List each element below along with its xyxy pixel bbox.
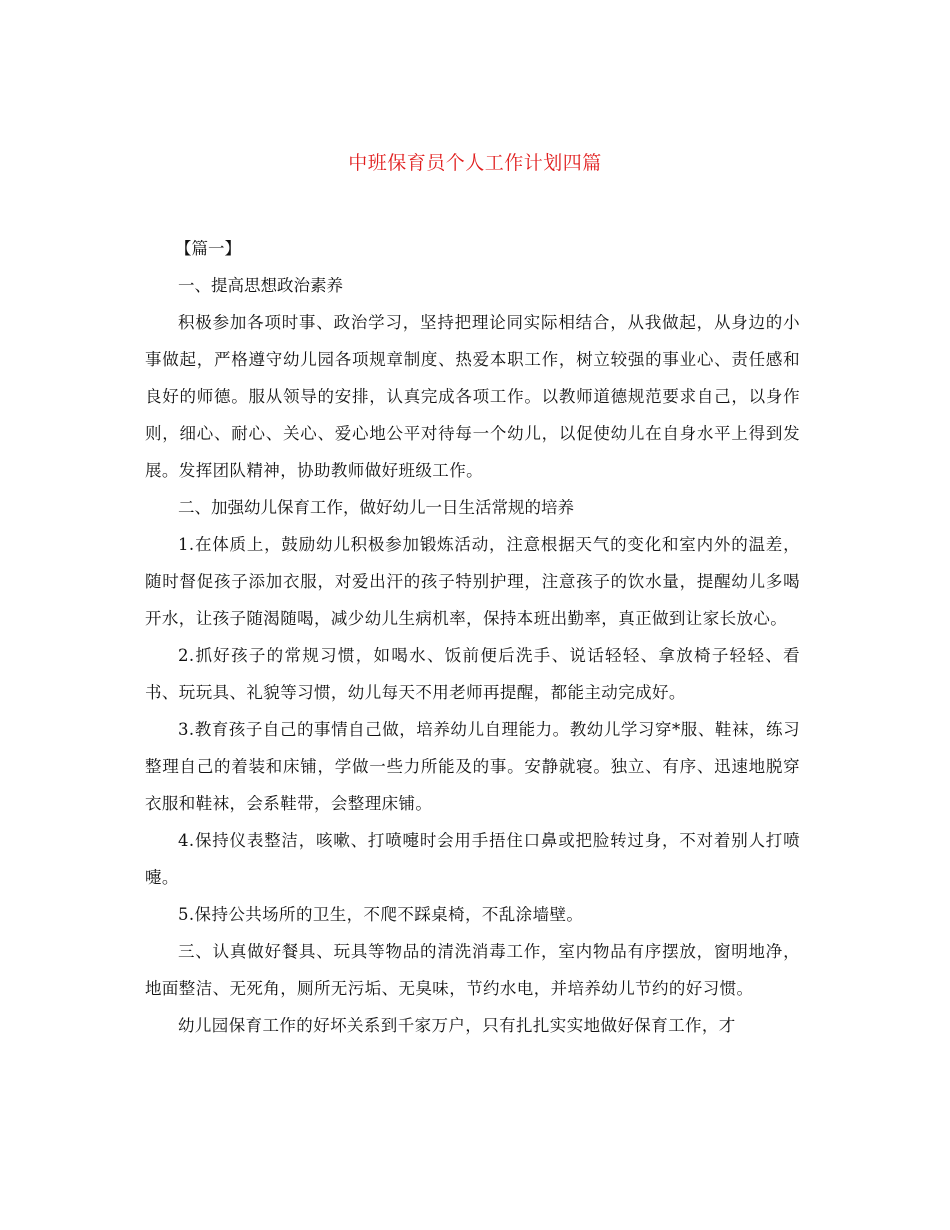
document-body (145, 230, 800, 1044)
paragraph: 1.在体质上，鼓励幼儿积极参加锻炼活动，注意根据天气的变化和室内外的温差，随时督促孩子添加衣服，对爱出汗的孩子特别护理，注意孩子的饮水量，提醒幼儿多喝开水，让孩子随渴随喝，减少幼儿生病机率，保持本班出勤率，真正做到让家长放心。 (145, 535, 800, 628)
paragraph: 3.教育孩子自己的事情自己做，培养幼儿自理能力。教幼儿学习穿*服、鞋袜，练习整理自己的着装和床铺，学做一些力所能及的事。安静就寝。独立、有序、迅速地脱穿衣服和鞋袜，会系鞋带，会整理床铺。 (145, 720, 800, 813)
paragraph: 积极参加各项时事、政治学习，坚持把理论同实际相结合，从我做起，从身边的小事做起，严格遵守幼儿园各项规章制度、热爱本职工作，树立较强的事业心、责任感和良好的师德。服从领导的安排，认真完成各项工作。以教师道德规范要求自己，以身作则，细心、耐心、关心、爱心地公平对待每一个幼儿，以促使幼儿在自身水平上得到发展。发挥团队精神，协助教师做好班级工作。 (145, 313, 800, 480)
paragraph: 三、认真做好餐具、玩具等物品的清洗消毒工作，室内物品有序摆放，窗明地净，地面整洁、无死角，厕所无污垢、无臭味，节约水电，并培养幼儿节约的好习惯。 (145, 942, 800, 998)
paragraph: 幼儿园保育工作的好坏关系到千家万户，只有扎扎实实地做好保育工作，才 (178, 1016, 736, 1035)
section-heading: 二、加强幼儿保育工作，做好幼儿一日生活常规的培养 (178, 498, 574, 517)
paragraph: 4.保持仪表整洁，咳嗽、打喷嚏时会用手捂住口鼻或把脸转过身，不对着别人打喷嚏。 (145, 831, 800, 887)
paragraph: 5.保持公共场所的卫生，不爬不踩桌椅，不乱涂墙壁。 (178, 905, 584, 924)
section-heading: 一、提高思想政治素养 (178, 276, 343, 295)
document-title: 中班保育员个人工作计划四篇 (348, 152, 602, 174)
section-label: 【篇一】 (175, 239, 241, 258)
paragraph: 2.抓好孩子的常规习惯，如喝水、饭前便后洗手、说话轻轻、拿放椅子轻轻、看书、玩玩具、礼貌等习惯，幼儿每天不用老师再提醒，都能主动完成好。 (145, 646, 800, 702)
